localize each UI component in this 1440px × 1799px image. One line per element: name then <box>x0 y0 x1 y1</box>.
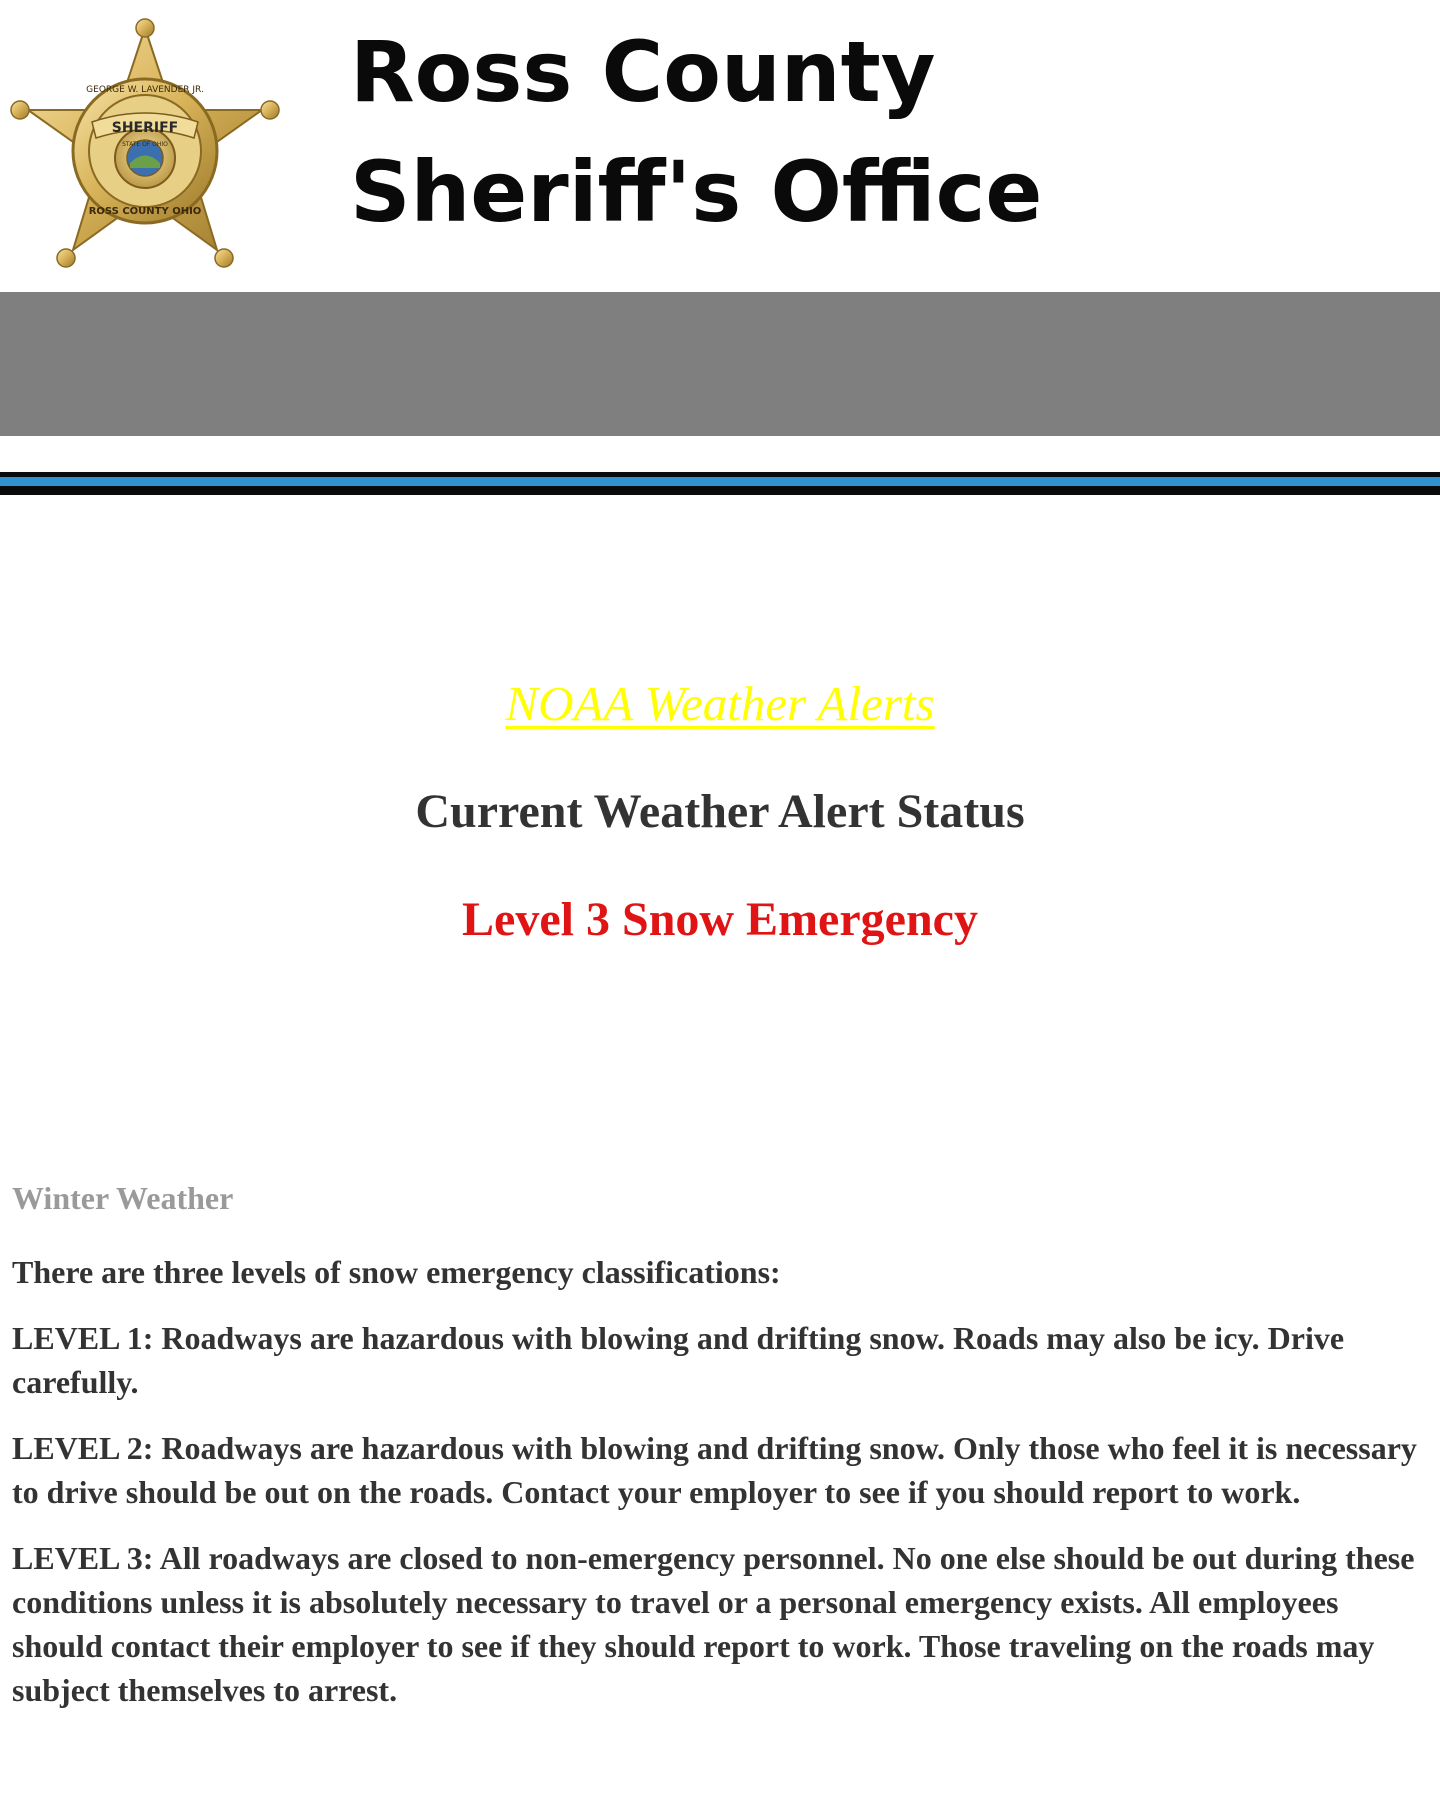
snow-level-2-description: LEVEL 2: Roadways are hazardous with blowing and drifting snow. Only those who feel it is necessary to drive should be out on the roads. Contact your employer to see if you should report to work. <box>12 1430 1417 1510</box>
svg-text:SHERIFF: SHERIFF <box>111 120 179 136</box>
divider-black-bottom <box>0 486 1440 495</box>
snow-level-3-description: LEVEL 3: All roadways are closed to non-emergency personnel. No one else should be out during these conditions unless it is absolutely necessary to travel or a personal emergency exists. All employees should contact their employer to see if they should report to work. Those traveling on the roads may subject themselves to arrest. <box>12 1540 1415 1708</box>
alert-status-heading: Current Weather Alert Status <box>415 785 1025 838</box>
gray-banner-band <box>0 292 1440 436</box>
sheriff-star-badge-icon <box>0 18 292 280</box>
snow-levels-intro: There are three levels of snow emergency classifications: <box>12 1254 781 1290</box>
site-title-line-1: Ross County <box>350 23 936 121</box>
svg-text:STATE OF OHIO: STATE OF OHIO <box>122 141 168 148</box>
snow-level-1-description: LEVEL 1: Roadways are hazardous with blowing and drifting snow. Roads may also be icy. Drive carefully. <box>12 1320 1345 1400</box>
winter-weather-section <box>12 1176 1428 1734</box>
svg-text:ROSS COUNTY OHIO: ROSS COUNTY OHIO <box>88 206 202 217</box>
site-header <box>0 0 1440 290</box>
svg-text:GEORGE W. LAVENDER JR.: GEORGE W. LAVENDER JR. <box>86 85 204 95</box>
divider-blue-line <box>0 477 1440 486</box>
alert-status-value: Level 3 Snow Emergency <box>462 893 978 946</box>
site-title-line-2: Sheriff's Office <box>350 143 1043 241</box>
noaa-weather-alerts-link[interactable]: NOAA Weather Alerts <box>505 676 935 731</box>
section-label-winter-weather: Winter Weather <box>12 1180 234 1216</box>
